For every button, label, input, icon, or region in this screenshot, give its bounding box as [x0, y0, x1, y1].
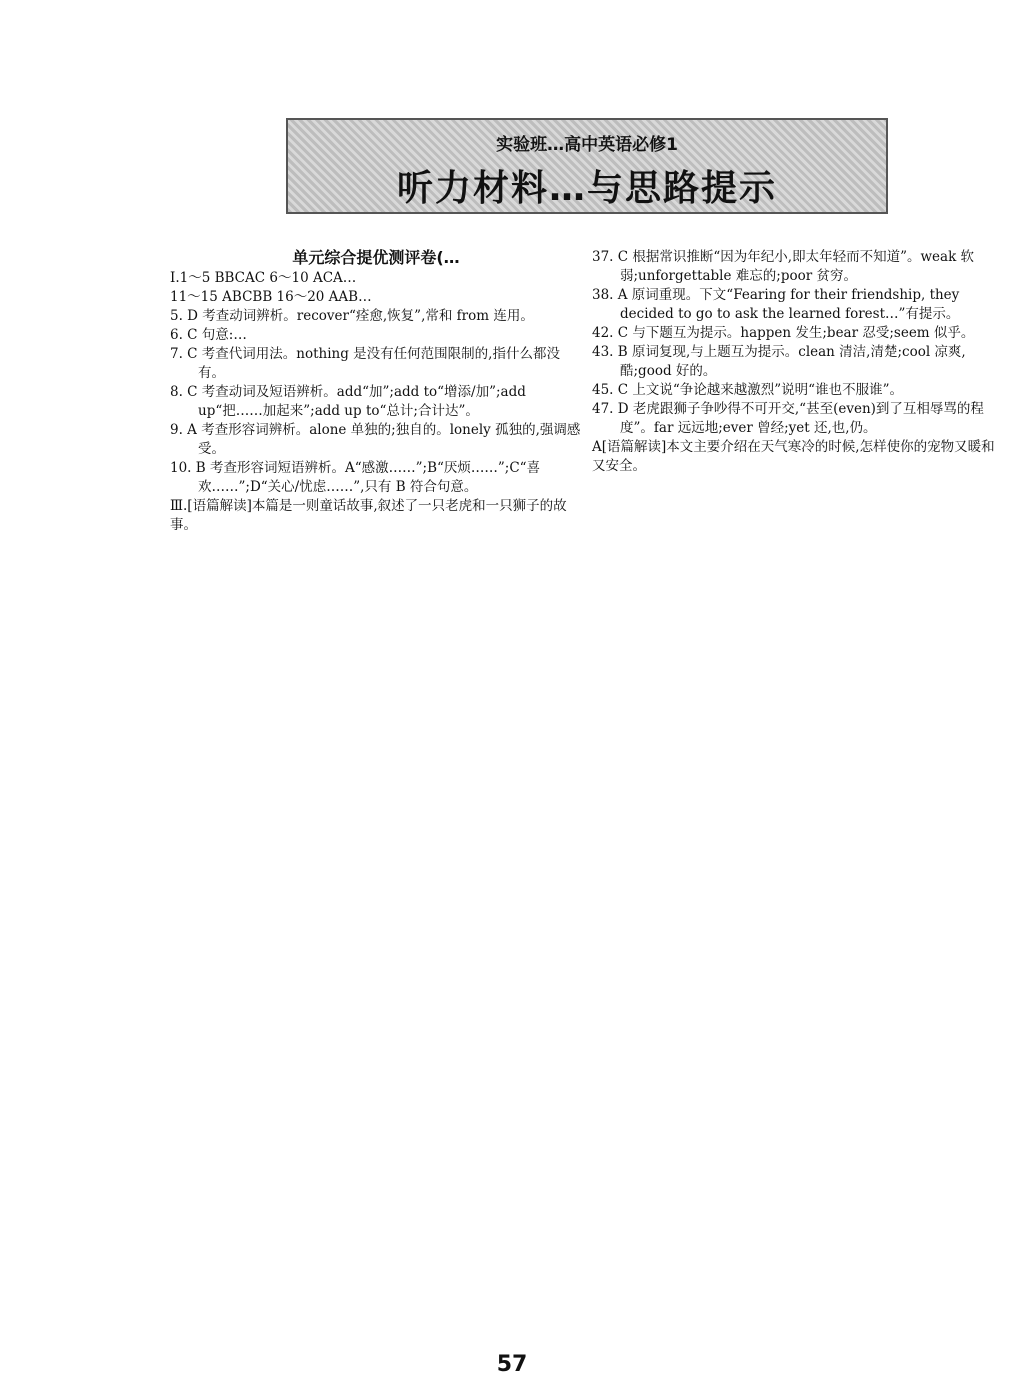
answer-explanation: 45. C 上文说“争论越来越激烈”说明“谁也不服谁”。 [592, 382, 903, 398]
answer-explanation: 47. D 老虎跟狮子争吵得不可开交,“甚至(even)到了互相辱骂的程度”。far 远远地;ever 曾经;yet 还,也,仍。 [592, 401, 984, 436]
passage-summary: Ⅲ.[语篇解读]本篇是一则童话故事,叙述了一只老虎和一只狮子的故事。 [170, 498, 567, 533]
section-title: 单元综合提优测评卷(… [292, 248, 460, 267]
answer-row: Ⅰ.1～5 BBCAC 6～10 ACA… [170, 270, 357, 286]
banner-subtitle: 实验班…高中英语必修1 [496, 135, 678, 155]
page-number: 57 [496, 1352, 528, 1377]
answer-explanation: 43. B 原词复现,与上题互为提示。clean 清洁,清楚;cool 凉爽,酷;good 好的。 [592, 344, 966, 379]
passage-summary: A[语篇解读]本文主要介绍在天气寒冷的时候,怎样使你的宠物又暖和又安全。 [592, 439, 995, 474]
answer-explanation: 8. C 考查动词及短语辨析。add“加”;add to“增添/加”;add up“把……加起来”;add up to“总计;合计达”。 [170, 384, 531, 419]
right-column [592, 248, 1004, 476]
answer-explanation: 6. C 句意:… [170, 327, 247, 343]
left-column [170, 248, 582, 535]
banner-title: 听力材料…与思路提示 [396, 168, 777, 209]
answer-explanation: 7. C 考查代词用法。nothing 是没有任何范围限制的,指什么都没有。 [170, 346, 560, 381]
answer-explanation: 38. A 原词重现。下文“Fearing for their friendship, they decided to go to ask the learned forest…”有提示。 [592, 287, 964, 322]
answer-explanation: 10. B 考查形容词短语辨析。A“感激……”;B“厌烦……”;C“喜欢……”;D“关心/忧虑……”,只有 B 符合句意。 [170, 460, 541, 495]
title-banner [286, 118, 888, 214]
answer-explanation: 9. A 考查形容词辨析。alone 单独的;独自的。lonely 孤独的,强调感受。 [170, 422, 581, 457]
answer-explanation: 5. D 考查动词辨析。recover“痊愈,恢复”,常和 from 连用。 [170, 308, 534, 324]
answer-explanation: 42. C 与下题互为提示。happen 发生;bear 忍受;seem 似乎。 [592, 325, 975, 341]
answer-explanation: 37. C 根据常识推断“因为年纪小,即太年轻而不知道”。weak 软弱;unforgettable 难忘的;poor 贫穷。 [592, 249, 975, 284]
answer-row: 11～15 ABCBB 16～20 AAB… [170, 289, 372, 305]
